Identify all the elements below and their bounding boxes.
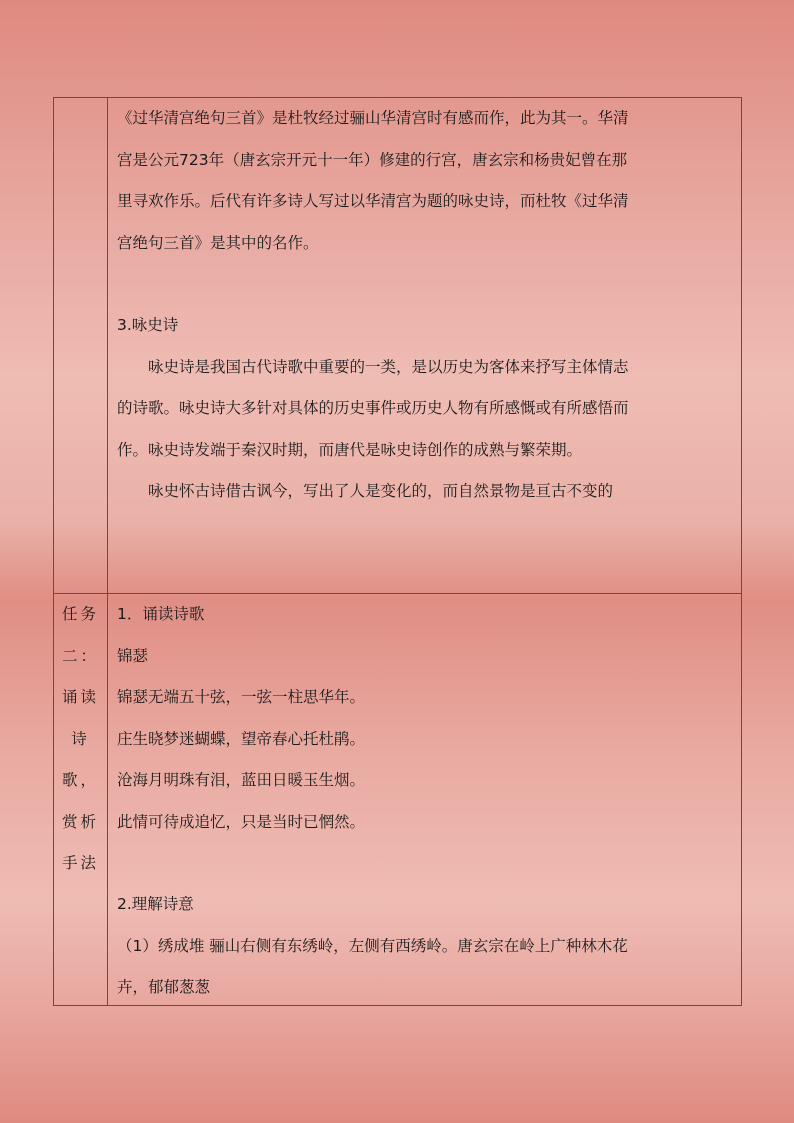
task-label-line: 手法 (61, 854, 99, 872)
heading: 2.理解诗意 (117, 895, 194, 913)
poem-line: 沧海月明珠有泪，蓝田日暖玉生烟。 (117, 771, 366, 789)
intro-line: 宫是公元723年（唐玄宗开元十一年）修建的行宫，唐玄宗和杨贵妃曾在那 (117, 150, 628, 169)
task-label-line: 赏析 (61, 812, 99, 831)
table-row-background (54, 98, 742, 594)
task-label-line: 任务 (61, 605, 99, 623)
paragraph-line: 作。咏史诗发端于秦汉时期，而唐代是咏史诗创作的成熟与繁荣期。 (117, 440, 583, 459)
task-label-line: 诵读 (61, 688, 99, 706)
task-label-line: 诗歌， (61, 729, 99, 789)
row-label-cell (54, 98, 108, 594)
poem-title: 锦瑟 (117, 646, 149, 665)
task-label-line: 二： (61, 646, 99, 665)
section-title: 3.咏史诗 (117, 316, 179, 334)
content-cell (108, 98, 742, 594)
poem-line: 庄生晓梦迷蝴蝶，望帝春心托杜鹃。 (117, 729, 366, 748)
note-line: 卉，郁郁葱葱 (117, 978, 211, 996)
intro-line: 里寻欢作乐。后代有许多诗人写过以华清宫为题的咏史诗，而杜牧《过华清 (117, 192, 629, 210)
intro-line: 《过华清宫绝句三首》是杜牧经过骊山华清宫时有感而作，此为其一。华清 (117, 109, 629, 127)
intro-line: 宫绝句三首》是其中的名作。 (117, 233, 319, 252)
table-row-task2 (54, 594, 742, 1006)
task-label-cell (54, 594, 108, 1006)
content-cell (108, 594, 742, 1006)
paragraph-line: 的诗歌。咏史诗大多针对具体的历史事件或历史人物有所感慨或有所感悟而 (117, 399, 629, 417)
paragraph-line: 咏史诗是我国古代诗歌中重要的一类，是以历史为客体来抒写主体情志 (148, 357, 629, 376)
paragraph-line: 咏史怀古诗借古讽今，写出了人是变化的，而自然景物是亘古不变的 (148, 482, 614, 500)
poem-line: 锦瑟无端五十弦，一弦一柱思华年。 (117, 688, 366, 706)
heading: 1．诵读诗歌 (117, 605, 205, 623)
note-line: （1）绣成堆 骊山右侧有东绣岭，左侧有西绣岭。唐玄宗在岭上广种林木花 (117, 936, 628, 955)
lesson-table (53, 97, 742, 1006)
poem-line: 此情可待成追忆，只是当时已惘然。 (117, 812, 366, 831)
